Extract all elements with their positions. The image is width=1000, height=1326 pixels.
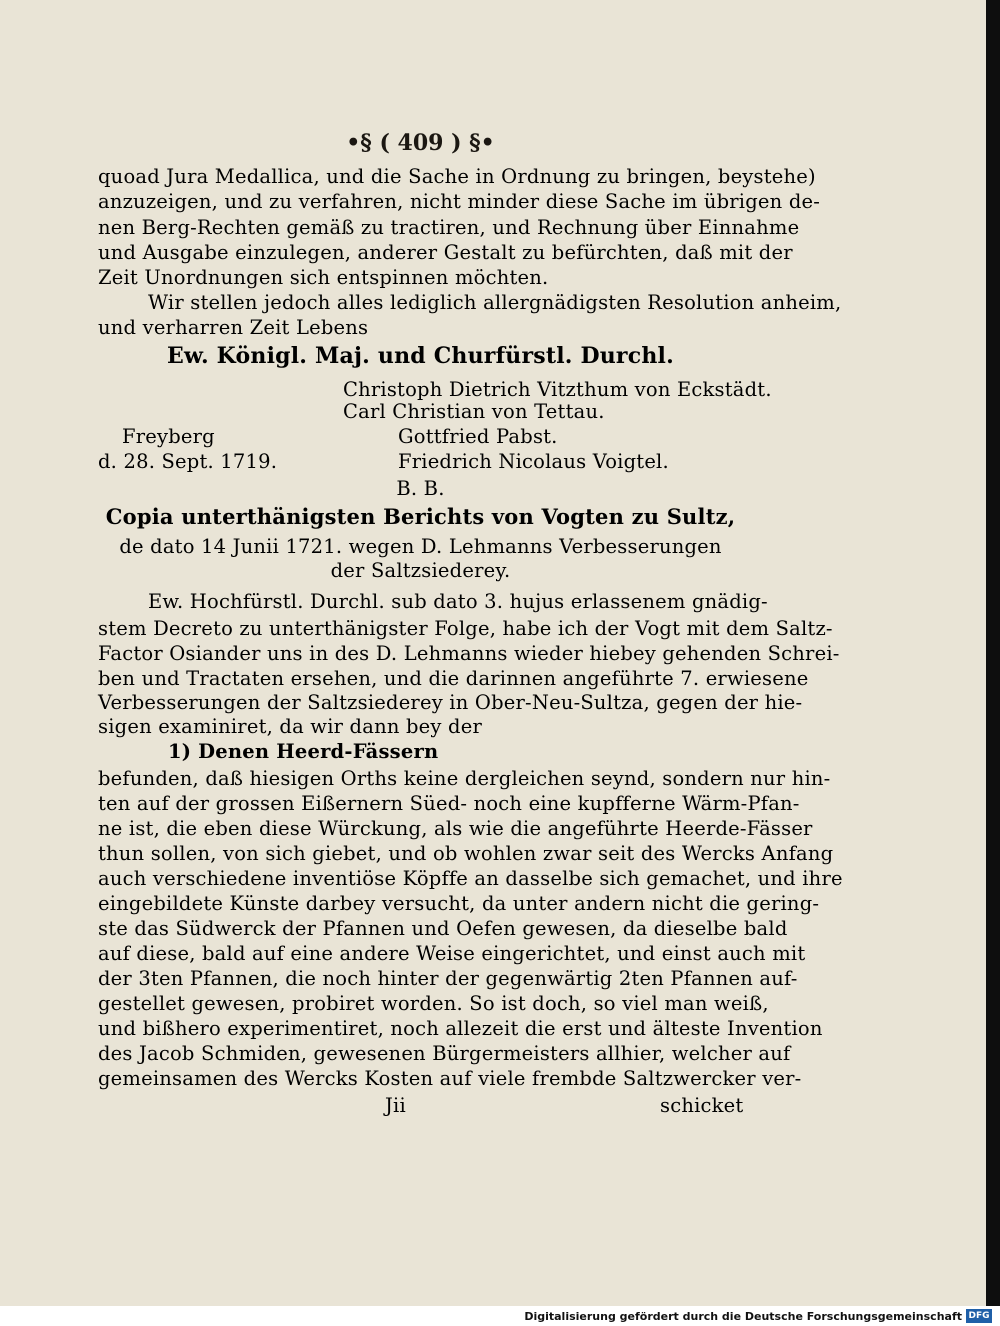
footer-bar: [0, 1306, 1000, 1326]
item-line: gestellet gewesen, probiret worden. So ist doch, so viel man weiß,: [98, 992, 769, 1015]
body-line: Factor Osiander uns in des D. Lehmanns wieder hiebey gehenden Schrei-: [98, 642, 840, 665]
text-line: Wir stellen jedoch alles lediglich allergnädigsten Resolution anheim,: [148, 291, 842, 314]
footer-credit: Digitalisierung gefördert durch die Deutsche Forschungsgemeinschaft: [524, 1310, 962, 1323]
item-line: thun sollen, von sich giebet, und ob wohlen zwar seit des Wercks Anfang: [98, 842, 834, 865]
text-line: Zeit Unordnungen sich entspinnen möchten.: [98, 266, 549, 289]
salutation: Ew. Königl. Maj. und Churfürstl. Durchl.: [167, 343, 674, 369]
signatory: Friedrich Nicolaus Voigtel.: [398, 450, 669, 473]
document-title: Copia unterthänigsten Berichts von Vogten zu Sultz,: [105, 504, 736, 529]
item-line: ten auf der grossen Eißernern Süed- noch eine kupfferne Wärm-Pfan-: [98, 792, 800, 815]
item-line: und bißhero experimentiret, noch allezeit die erst und älteste Invention: [98, 1017, 823, 1040]
item-line: auch verschiedene inventiöse Köpffe an dasselbe sich gemachet, und ihre: [98, 867, 843, 890]
item-line: befunden, daß hiesigen Orths keine dergleichen seynd, sondern nur hin-: [98, 767, 831, 790]
body-line: Verbesserungen der Saltzsiederey in Ober-Neu-Sultza, gegen der hie-: [98, 691, 803, 714]
text-line: anzuzeigen, und zu verfahren, nicht minder diese Sache im übrigen de-: [98, 190, 821, 213]
signatory: Gottfried Pabst.: [398, 425, 558, 448]
text-line: und Ausgabe einzulegen, anderer Gestalt zu befürchten, daß mit der: [98, 241, 793, 264]
body-line: ben und Tractaten ersehen, und die darinnen angeführte 7. erwiesene: [98, 667, 809, 690]
document-subtitle: der Saltzsiederey.: [330, 559, 511, 582]
body-line: stem Decreto zu unterthänigster Folge, habe ich der Vogt mit dem Saltz-: [98, 617, 833, 640]
item-line: eingebildete Künste darbey versucht, da unter andern nicht die gering-: [98, 892, 820, 915]
text-line: quoad Jura Medallica, und die Sache in Ordnung zu bringen, beystehe): [98, 165, 816, 188]
scan-border: [986, 0, 1000, 1306]
item-heading: 1) Denen Heerd-Fässern: [168, 740, 439, 763]
section-mark: B. B.: [396, 477, 445, 500]
signature-mark: Jii: [385, 1094, 406, 1117]
document-subtitle: de dato 14 Junii 1721. wegen D. Lehmanns Verbesserungen: [119, 535, 722, 558]
body-line: sigen examiniret, da wir dann bey der: [98, 715, 482, 738]
item-line: ste das Südwerck der Pfannen und Oefen gewesen, da dieselbe bald: [98, 917, 788, 940]
signatory: Carl Christian von Tettau.: [343, 400, 605, 423]
item-line: des Jacob Schmiden, gewesenen Bürgermeisters allhier, welcher auf: [98, 1042, 791, 1065]
page-header: •§ ( 409 ) §•: [346, 130, 495, 156]
item-line: ne ist, die eben diese Würckung, als wie die angeführte Heerde-Fässer: [98, 817, 813, 840]
catchword: schicket: [660, 1094, 744, 1117]
text-line: nen Berg-Rechten gemäß zu tractiren, und Rechnung über Einnahme: [98, 216, 800, 239]
signatory: Christoph Dietrich Vitzthum von Eckstädt.: [343, 378, 772, 401]
place: Freyberg: [122, 425, 215, 448]
item-line: auf diese, bald auf eine andere Weise eingerichtet, und einst auch mit: [98, 942, 806, 965]
dfg-logo: DFG: [966, 1309, 992, 1323]
body-line: Ew. Hochfürstl. Durchl. sub dato 3. hujus erlassenem gnädig-: [148, 590, 768, 613]
item-line: gemeinsamen des Wercks Kosten auf viele frembde Saltzwercker ver-: [98, 1067, 802, 1090]
date: d. 28. Sept. 1719.: [98, 450, 278, 473]
text-line: und verharren Zeit Lebens: [98, 316, 369, 339]
item-line: der 3ten Pfannen, die noch hinter der gegenwärtig 2ten Pfannen auf-: [98, 967, 798, 990]
